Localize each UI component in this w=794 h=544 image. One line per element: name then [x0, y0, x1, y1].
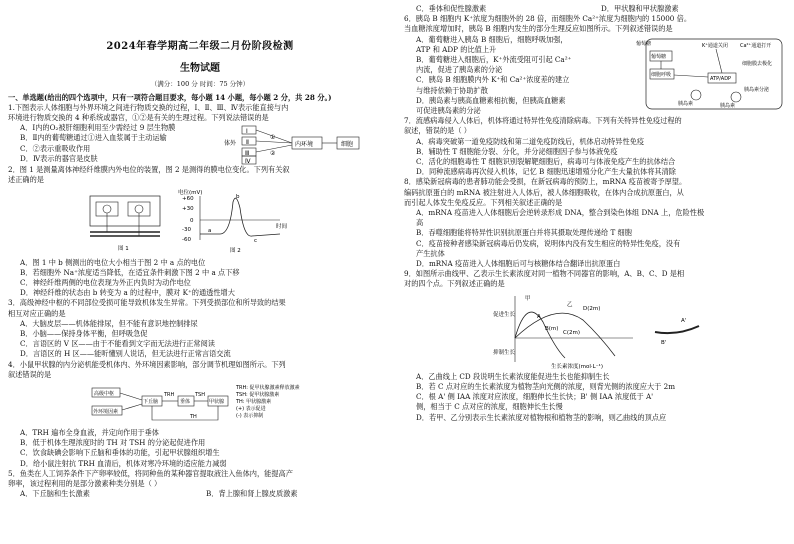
- label-respiration: 细胞呼吸: [651, 71, 672, 78]
- question-stem: 9．如图所示曲线甲、乙表示生长素浓度对同一植物不同器官的影响，A、B、C、D 是相: [404, 269, 685, 279]
- curve-label-jia: 甲: [525, 295, 531, 302]
- question-stem: 当血糖浓度增加时，胰岛 B 细胞内发生的部分生理反应如图所示。下列叙述错误的是: [404, 24, 673, 34]
- diagram-label-iv: Ⅳ: [245, 158, 251, 166]
- option-c: C．疫苗接种者感染新冠病毒后仍发病，说明体内没有发生相应的特异性免疫，没有: [416, 238, 681, 248]
- option-c: C．神经纤维两侧的电位表现为外正内负时为动作电位: [20, 278, 191, 288]
- auxin-curve-figure: [455, 292, 735, 370]
- question-stem: 1.下图表示人体细胞与外界环境之间进行物质交换的过程，Ⅰ、Ⅱ、Ⅲ、Ⅳ表示能直接与内: [8, 102, 289, 112]
- option-b: B．吞噬细胞能将特异性识别抗原蛋白并将其摄取处理传递给 T 细胞: [416, 228, 632, 238]
- question-2: [8, 165, 392, 298]
- question-stem: 相互对应正确的是: [8, 308, 66, 318]
- legend-th: TH: 甲状腺激素: [236, 399, 272, 406]
- option-d-cont: 可促进胰岛素的分泌: [416, 106, 481, 116]
- exchange-diagram: [222, 123, 372, 165]
- legend-tsh: TSH: 促甲状腺激素: [236, 392, 280, 399]
- y-tick: -30: [182, 226, 191, 233]
- y-label-promote: 促进生长: [493, 311, 516, 318]
- figure-2-caption: 图 2: [230, 247, 241, 254]
- section-heading: 一、单选题(给出的四个选项中，只有一项符合题目要求，每小题 14 小题，每小题 2 分，共 28 分。): [8, 92, 332, 102]
- point-d-label: D(2m): [583, 305, 601, 312]
- question-stem: 8．感染新冠病毒的患者肺功能会受损，在新冠病毒的预防上，mRNA 疫苗被寄予厚望。: [404, 177, 687, 187]
- question-5: [8, 469, 392, 500]
- label-glucose-out: 葡萄糖: [636, 40, 652, 47]
- point-b-label: B(m): [545, 325, 559, 332]
- option-d: D．胰岛素与胰高血糖素相抗衡，但胰高血糖素: [416, 95, 566, 105]
- label-secretion: 胰岛素分泌: [744, 86, 770, 93]
- option-b: B．葡萄糖进入细胞后，K⁺外流受阻可引起 Ca²⁺: [416, 55, 572, 65]
- question-stem: 环境进行物质交换的 4 种系统或器官，①②是有关的生理过程。下列说法错误的是: [8, 113, 269, 123]
- option-c-cont: 与维持依赖于协助扩散: [416, 85, 488, 95]
- y-tick: 0: [190, 217, 194, 224]
- label-ca-channel: Ca²⁺通道打开: [740, 42, 772, 49]
- label-trh: TRH: [164, 392, 175, 399]
- option-b-cont: 内流，促进了胰岛素的分泌: [416, 65, 503, 75]
- option-b: B．小脑——保持身体平衡，但呼吸急促: [20, 329, 148, 339]
- option-a: A．Ⅰ内的O₂被肝细胞利用至少需经过 9 层生物膜: [20, 123, 176, 133]
- option-d: D．同种流感病毒再次侵入机体，记忆 B 细胞迅速增殖分化产生大量抗体将其清除: [416, 167, 676, 177]
- box-hypothalamus: 下丘脑: [143, 399, 159, 406]
- option-c: C．言语区的 V 区——由于不能看到文字而无法进行正常阅读: [20, 339, 215, 349]
- islet-cell-diagram: [636, 35, 786, 115]
- legend-promote: (+) 表示促进: [236, 406, 266, 413]
- option-c: C．胰岛 B 细胞膜内外 K⁺和 Ca²⁺浓度差的建立: [416, 75, 570, 85]
- question-stem: 2．图 1 是测量离体神经纤维膜内外电位的装置，图 2 是测得的膜电位变化。下列有关叙: [8, 165, 290, 175]
- diagram-label-i: Ⅰ: [246, 128, 248, 136]
- option-c: C．根 A' 侧 IAA 浓度对应浓度，细胞伸长生长快；B' 侧 IAA 浓度低于 A': [416, 392, 654, 402]
- page-title: 2024年春学期高二年级二月份阶段检测: [106, 41, 294, 52]
- point-b-prime: B': [661, 339, 667, 346]
- x-axis-label: 时间: [276, 223, 288, 230]
- option-b: B．背上腺和肾上腺皮质激素: [206, 489, 298, 499]
- point-a-prime: A': [681, 317, 687, 324]
- question-7: [404, 116, 786, 177]
- point-a: a: [208, 227, 212, 234]
- legend-inhibit: (-) 表示抑制: [236, 413, 264, 420]
- label-atp-adp: ATP/ADP: [710, 75, 732, 82]
- question-stem: 7．流感病毒侵入人体后，机体将通过特异性免疫清除病毒。下列有关特异性免疫过程的: [404, 116, 682, 126]
- box-pituitary: 垂体: [180, 399, 191, 406]
- membrane-potential-figure: [80, 188, 320, 256]
- option-a-cont: ATP 和 ADP 的比值上升: [416, 44, 497, 54]
- legend-trh: TRH: 促甲状腺激素释放激素: [236, 385, 300, 392]
- point-b: b: [236, 193, 240, 200]
- option-d: D．言语区的 H 区——能听懂别人说话，但无法进行正常言语交流: [20, 349, 231, 359]
- option-a: A．图 1 中 b 侧测出的电位大小相当于图 2 中 a 点的电位: [20, 257, 206, 267]
- question-8: [404, 177, 786, 269]
- question-4: [8, 360, 392, 469]
- option-a: A．大脑皮层——机体能排尿，但不能有意识地控制排尿: [20, 318, 198, 328]
- option-c: C．饮食缺碘会影响下丘脑和垂体的功能，引起甲状腺组织增生: [20, 448, 220, 458]
- figure-1-caption: 图 1: [118, 245, 129, 252]
- question-stem: 3．高级神经中枢的不同部位受损可能导致机体发生异常。下列受损部位和所导致的结果: [8, 298, 286, 308]
- option-d: D．给小鼠注射抗 TRH 血清后，机体对寒冷环境的适应能力减弱: [20, 458, 227, 468]
- question-1: [8, 103, 392, 165]
- thyroid-regulation-diagram: [90, 382, 310, 426]
- label-insulin-1: 胰岛素: [678, 100, 694, 107]
- option-d: D．若甲、乙分别表示生长素浓度对植物根和植物茎的影响，则乙曲线的顶点应: [416, 412, 667, 422]
- option-b: B．Ⅱ内的葡萄糖通过①进入血浆属于主动运输: [20, 133, 167, 143]
- y-tick: +30: [182, 205, 194, 212]
- question-stem: 卵率，该过程利用的是部分激素种类分别是（ ）: [8, 479, 162, 489]
- y-tick: -60: [182, 236, 191, 243]
- option-c: C．垂体和促性腺激素: [416, 4, 487, 13]
- option-a: A．乙曲线上 CD 段说明生长素浓度能促进生长也能抑制生长: [416, 371, 610, 381]
- question-stem: 编码抗原蛋白的 mRNA 被注射进入人体后，被人体细胞吸收，在体内合成抗原蛋白，从: [404, 187, 684, 197]
- option-a: A．葡萄糖进入胰岛 B 细胞后，细胞呼吸加强，: [416, 34, 568, 44]
- diagram-label-inside: 内环境: [295, 141, 314, 149]
- box-external-factors: 外环境因素: [93, 409, 119, 416]
- option-d: D．神经纤维的状态由 b 转变为 a 的过程中，膜对 K⁺的通透性增大: [20, 288, 235, 298]
- curve-label-yi: 乙: [567, 301, 573, 308]
- question-stem: 而引起人体发生免疫反应。下列相关叙述正确的是: [404, 197, 563, 207]
- option-a: A．TRH 遍布全身血液，并定向作用于垂体: [20, 428, 159, 438]
- box-thyroid: 甲状腺: [209, 399, 225, 406]
- point-c: c: [254, 237, 258, 244]
- option-d: D．甲状腺和甲状腺激素: [601, 4, 679, 13]
- label-th: TH: [190, 414, 197, 421]
- question-stem: 叙述，错误的是（ ）: [404, 126, 471, 136]
- option-c-cont: 侧，相当于 C 点对应的浓度，细胞伸长生长慢: [416, 402, 563, 412]
- diagram-label-outside: 体外: [224, 140, 237, 148]
- label-depolarization: 细胞膜去极化: [742, 60, 773, 67]
- question-stem: 4．小鼠甲状腺的内分泌机能受机体内、外环境因素影响，部分调节机理如图所示。下列: [8, 359, 286, 369]
- question-stem: 对的四个点。下列叙述正确的是: [404, 279, 505, 289]
- y-label-inhibit: 抑制生长: [493, 349, 516, 356]
- option-a: A．病毒突破第一道免疫防线和第二道免疫防线后，机体启动特异性免疫: [416, 136, 645, 146]
- option-c: C．活化的细胞毒性 T 细胞识别裂解靶细胞后，病毒可与体液免疫产生的抗体结合: [416, 157, 676, 167]
- right-column: [404, 0, 786, 423]
- question-stem: 6．胰岛 B 细胞内 K⁺浓度为细胞外的 28 倍，而细胞外 Ca²⁺浓度为细胞内的 15000 倍。: [404, 14, 692, 24]
- question-stem: 5．鱼类在人工饲养条件下产卵率较低，将同种鱼的某种器官提取液注入鱼体内，能提高产: [8, 468, 293, 478]
- option-b: B．若细胞外 Na⁺浓度适当降低，在适宜条件刺激下图 2 中 a 点下移: [20, 267, 240, 277]
- label-k-channel: K⁺通道关闭: [702, 42, 728, 49]
- subject-title: 生物试题: [180, 63, 220, 75]
- y-tick: +60: [182, 195, 194, 202]
- option-d: D．mRNA 疫苗进入人体细胞后可与核糖体结合翻译出抗原蛋白: [416, 259, 621, 269]
- option-b: B．辅助性 T 细胞能分裂、分化，并分泌细胞因子参与体液免疫: [416, 146, 618, 156]
- option-a-cont: 高: [416, 218, 424, 228]
- diagram-label-1: ①: [270, 134, 276, 142]
- option-c: C．②表示重吸收作用: [20, 143, 91, 153]
- option-a: A．mRNA 疫苗进入人体细胞后会逆转录形成 DNA，整合到染色体组 DNA 上，危险性极: [416, 208, 705, 218]
- question-stem: 述正确的是: [8, 175, 44, 185]
- question-stem: 叙述错误的是: [8, 369, 52, 379]
- root-drawing: [655, 326, 699, 333]
- option-b: B．若 C 点对应的生长素浓度为植物茎向光侧的浓度，则背光侧的浓度应大于 2m: [416, 381, 676, 391]
- potential-curve: [200, 198, 280, 236]
- box-higher-center: 高级中枢: [94, 391, 115, 398]
- label-glucose-in: 葡萄糖: [651, 53, 667, 60]
- y-axis-label: 电位(mV): [178, 189, 203, 196]
- diagram-label-cells: 细胞: [341, 141, 354, 149]
- diagram-label-iii: Ⅲ: [245, 150, 250, 158]
- question-9: [404, 269, 786, 422]
- question-6: [404, 14, 786, 116]
- point-a: A: [537, 313, 541, 320]
- option-b: B．低于机体生理浓度时的 TH 对 TSH 的分泌起促进作用: [20, 438, 206, 448]
- option-c-cont: 产生抗体: [416, 248, 445, 258]
- question-3: [8, 298, 392, 359]
- diagram-label-2: ②: [270, 150, 276, 158]
- option-d: D．Ⅳ表示的器官是皮肤: [20, 153, 98, 163]
- option-a: A．下丘脑和生长激素: [20, 489, 90, 499]
- exam-meta: （满分：100 分 时间：75 分钟）: [150, 80, 250, 89]
- point-c-label: C(2m): [563, 329, 580, 336]
- left-column: [8, 0, 392, 499]
- diagram-label-ii: Ⅱ: [246, 139, 249, 147]
- x-axis-label: 生长素浓度(mol·L⁻¹): [551, 363, 603, 370]
- label-insulin-2: 胰岛素: [720, 102, 736, 109]
- label-tsh: TSH: [195, 392, 205, 399]
